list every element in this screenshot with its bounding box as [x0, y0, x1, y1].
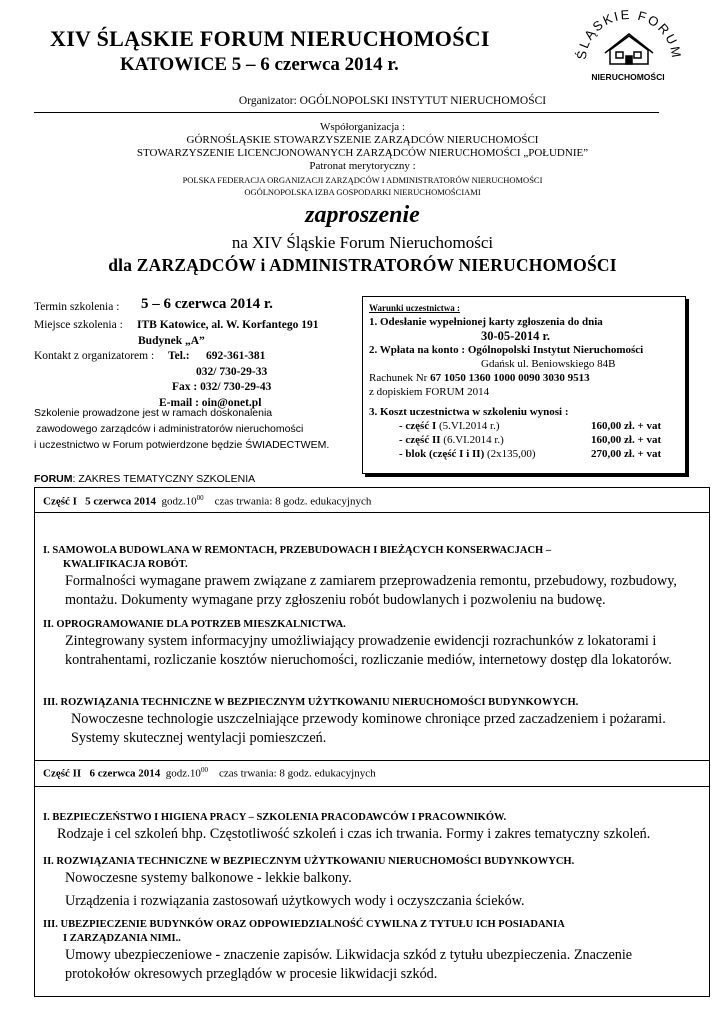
termin-value: 5 – 6 czerwca 2014 r.	[141, 296, 273, 312]
logo-bottom-text: NIERUCHOMOŚCI	[591, 72, 665, 82]
tel-label: Tel.:	[168, 350, 190, 362]
invitation-line-1: na XIV Śląskie Forum Nieruchomości	[231, 233, 494, 252]
part-1-section-2	[43, 618, 701, 670]
part-1-time: godz.10	[161, 495, 197, 508]
section-body: Nowoczesne technologie uszczelniające przewody kominowe chroniące przed zaczadzeniem i pożarami. Systemy skutecznej wentylacji pomieszczeń.	[71, 711, 666, 746]
document-title: XIV ŚLĄSKIE FORUM NIERUCHOMOŚCI	[50, 26, 490, 51]
miejsce-label: Miejsce szkolenia :	[34, 319, 123, 331]
bank-address: Gdańsk ul. Beniowskiego 84B	[481, 358, 616, 370]
part-2-header	[43, 766, 376, 780]
condition-step-3: 3. Koszt uczestnictwa w szkoleniu wynosi :	[369, 406, 569, 418]
event-info	[34, 296, 319, 411]
invitation-line-2: dla ZARZĄDCÓW i ADMINISTRATORÓW NIERUCHOMOŚCI	[108, 255, 617, 275]
certificate-note-2: zawodowego zarządców i administratorów nieruchomości	[36, 423, 304, 435]
part-1-header	[43, 494, 371, 508]
section-title: III. ROZWIĄZANIA TECHNICZNE W BEZPIECZNYM UŻYTKOWANIU NIERUCHOMOŚCI BUDYNKOWYCH.	[43, 697, 579, 708]
budynek: Budynek „A”	[138, 334, 205, 347]
part-2-time: godz.10	[165, 767, 201, 780]
cost-row	[369, 433, 679, 447]
email-link[interactable]: E-mail : oin@onet.pl	[159, 396, 262, 409]
cost-date: (2x135,00)	[487, 448, 536, 460]
section-title-cont: KWALIFIKACJA ROBÓT.	[63, 559, 188, 570]
section-title: II. ROZWIĄZANIA TECHNICZNE W BEZPIECZNYM UŻYTKOWANIU NIERUCHOMOŚCI BUDYNKOWYCH.	[43, 856, 575, 867]
part-2-duration: czas trwania: 8 godz. edukacyjnych	[218, 767, 376, 780]
part-1-date: 5 czerwca 2014	[85, 495, 157, 508]
condition-step-1: 1. Odesłanie wypełnionej karty zgłoszenia do dnia	[369, 316, 603, 328]
part-1-section-3	[43, 696, 701, 748]
section-title-cont: I ZARZĄDZANIA NIMI..	[63, 933, 181, 944]
condition-step-2-label: 2. Wpłata na konto :	[369, 344, 466, 356]
conditions-title: Warunki uczestnictwa :	[369, 303, 460, 313]
wspolorganizator-2: STOWARZYSZENIE LICENCJONOWANYCH ZARZĄDCÓW NIERUCHOMOŚCI „POŁUDNIE”	[136, 147, 589, 159]
part-2-section-3	[43, 918, 701, 984]
house-icon	[605, 34, 653, 64]
part-2-top-divider	[35, 760, 709, 761]
certificate-note-1: Szkolenie prowadzone jest w ramach doskonalenia	[34, 407, 273, 419]
patronat-label: Patronat merytoryczny :	[309, 160, 416, 172]
fax: Fax : 032/ 730-29-43	[172, 381, 272, 393]
condition-step-2-value: Ogólnopolski Instytut Nieruchomości	[467, 344, 644, 356]
account-number: 67 1050 1360 1000 0090 3030 9513	[430, 372, 590, 384]
section-body: Rodzaje i cel szkoleń bhp. Częstotliwość szkoleń i czas ich trwania. Formy i zakres tematyczny szkoleń.	[57, 826, 651, 842]
patronat-2: OGÓLNOPOLSKA IZBA GOSPODARKI NIERUCHOMOŚCIAMI	[244, 187, 481, 197]
part-2-divider	[35, 786, 709, 787]
cost-price: 160,00 zł. + vat	[591, 420, 662, 432]
section-title: I. SAMOWOLA BUDOWLANA W REMONTACH, PRZEBUDOWACH I BIEŻĄCYCH KONSERWACJACH –	[43, 545, 552, 556]
condition-deadline: 30-05-2014 r.	[481, 329, 550, 343]
part-1-time-sup: 00	[196, 494, 204, 502]
part-2-section-2	[43, 855, 701, 911]
account-label: Rachunek Nr	[369, 372, 428, 384]
termin-label: Termin szkolenia :	[34, 301, 120, 313]
part-2-label: Część II	[43, 767, 82, 780]
part-2-date: 6 czerwca 2014	[89, 767, 161, 780]
tel-2: 032/ 730-29-33	[196, 365, 268, 378]
program-frame	[34, 487, 710, 997]
section-body: Nowoczesne systemy balkonowe - lekkie balkony.	[65, 870, 352, 886]
program-label	[34, 473, 255, 485]
certificate-note	[34, 405, 329, 453]
part-1-label: Część I	[43, 495, 77, 508]
section-body-2: Urządzenia i rozwiązania zastosowań użytkowych wody i oczyszczania ścieków.	[65, 893, 525, 909]
forum-word: FORUM	[34, 473, 73, 485]
invitation-heading: zaproszenie	[305, 202, 420, 228]
part-2-time-sup: 00	[200, 766, 208, 774]
tel-1: 692-361-381	[206, 350, 266, 362]
cost-name: - blok (część I i II)	[399, 448, 485, 460]
part-1-section-1	[43, 544, 701, 610]
document-subtitle: KATOWICE 5 – 6 czerwca 2014 r.	[120, 54, 399, 75]
part-1-duration: czas trwania: 8 godz. edukacyjnych	[214, 495, 372, 508]
forum-logo	[572, 8, 682, 86]
cost-row	[369, 419, 679, 433]
section-body: Formalności wymagane prawem związane z zamiarem przeprowadzenia remontu, przebudowy, rozbudowy, montażu. Dokumenty wymagane przy zgłoszeniu robót budowlanych i pozwoleniu na budowę.	[65, 573, 677, 608]
kontakt-label: Kontakt z organizatorem :	[34, 350, 155, 362]
cost-name: - część I	[399, 420, 437, 432]
miejsce-value: ITB Katowice, al. W. Korfantego 191	[137, 319, 319, 331]
cost-row	[369, 447, 679, 461]
cost-date: (6.VI.2014 r.)	[443, 434, 504, 446]
section-body: Zintegrowany system informacyjny umożliwiający prowadzenie ewidencji rozrachunków z lokatorami i kontrahentami, rozliczanie kosztów nieruchomości, rozliczanie mediów, internetowy dostęp dla lokatorów.	[65, 633, 672, 668]
patronat-1: POLSKA FEDERACJA ORGANIZACJI ZARZĄDCÓW I ADMINISTRATORÓW NIERUCHOMOŚCI	[182, 175, 543, 185]
part-1-divider	[35, 512, 709, 513]
wspolorganizator-1: GÓRNOŚLĄSKIE STOWARZYSZENIE ZARZĄDCÓW NIERUCHOMOŚCI	[186, 134, 539, 146]
cost-date: (5.VI.2014 r.)	[439, 420, 500, 432]
section-title: II. OPROGRAMOWANIE DLA POTRZEB MIESZKALNICTWA.	[43, 619, 346, 630]
conditions-box	[362, 296, 686, 474]
cost-price: 270,00 zł. + vat	[591, 448, 662, 460]
section-body: Umowy ubezpieczeniowe - znaczenie zapisów. Likwidacja szkód z tytułu ubezpieczenia. Znaczenie protokołów okresowych przeglądów w procesie likwidacji szkód.	[65, 947, 633, 982]
logo-arc-text: ŚLĄSKIE FORU	[573, 8, 681, 61]
program-label-rest: : ZAKRES TEMATYCZNY SZKOLENIA	[72, 473, 256, 485]
wspolorganizacja-label: Współorganizacja :	[319, 121, 405, 133]
organizer-line: Organizator: OGÓLNOPOLSKI INSTYTUT NIERUCHOMOŚCI	[238, 95, 547, 107]
transfer-note: z dopiskiem FORUM 2014	[369, 386, 490, 398]
part-2-section-1	[43, 811, 701, 844]
header-divider	[34, 112, 659, 113]
section-title: III. UBEZPIECZENIE BUDYNKÓW ORAZ ODPOWIEDZIALNOŚĆ CYWILNA Z TYTUŁU ICH POSIADANIA	[43, 919, 565, 930]
section-title: I. BEZPIECZEŃSTWO I HIGIENA PRACY – SZKOLENIA PRACODAWCÓW I PRACOWNIKÓW.	[43, 812, 507, 823]
cost-name: - część II	[399, 434, 441, 446]
cost-price: 160,00 zł. + vat	[591, 434, 662, 446]
certificate-note-3: i uczestnictwo w Forum potwierdzone będzie ŚWIADECTWEM.	[34, 439, 330, 451]
